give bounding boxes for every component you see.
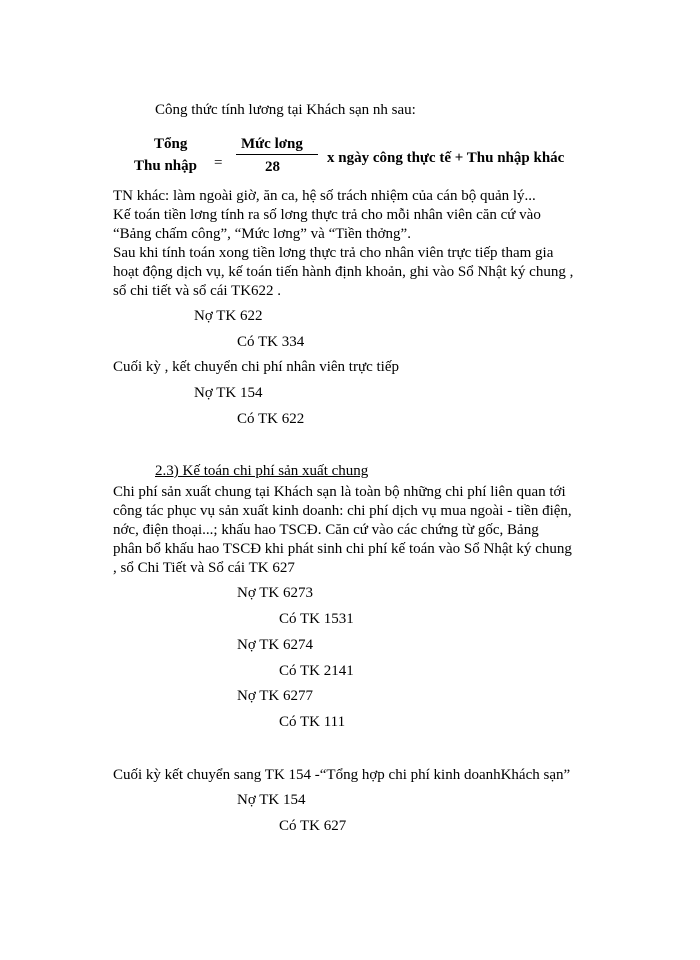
entry-debit: Nợ TK 6273 [237, 585, 313, 601]
paragraph-line: hoạt động dịch vụ, kế toán tiến hành định khoản, ghi vào Sổ Nhật ký chung , [113, 264, 574, 280]
entry-credit: Có TK 111 [279, 714, 346, 730]
closing-line-2: Cuối kỳ kết chuyển sang TK 154 -“Tổng hợp chi phí kinh doanhKhách sạn” [113, 767, 571, 783]
paragraph-line: sổ chi tiết và sổ cái TK622 . [113, 283, 282, 299]
entry-credit: Có TK 2141 [279, 663, 354, 679]
section-heading: 2.3) Kế toán chi phí sản xuất chung [155, 463, 369, 479]
intro-line: Công thức tính lương tại Khách sạn nh sau: [155, 102, 416, 118]
paragraph-line: Chi phí sản xuất chung tại Khách sạn là toàn bộ những chi phí liên quan tới [113, 484, 566, 500]
paragraph-line: , sổ Chi Tiết và Sổ cái TK 627 [113, 560, 295, 576]
fraction-bar [236, 154, 318, 155]
formula-denominator: 28 [265, 159, 280, 175]
paragraph-line: nớc, điện thoại...; khấu hao TSCĐ. Căn cứ vào các chứng từ gốc, Bảng [113, 522, 539, 538]
entry4-debit: Nợ TK 154 [237, 792, 306, 808]
entry1-credit: Có TK 334 [237, 334, 305, 350]
formula-numerator: Mức lơng [241, 136, 303, 152]
entry1-debit: Nợ TK 622 [194, 308, 263, 324]
formula-lhs-top: Tổng [154, 136, 188, 152]
paragraph-line: “Bảng chấm công”, “Mức lơng” và “Tiền thởng”. [113, 226, 411, 242]
paragraph-line: phân bổ khấu hao TSCĐ khi phát sinh chi phí kế toán vào Sổ Nhật ký chung [113, 541, 572, 557]
entry2-debit: Nợ TK 154 [194, 385, 263, 401]
entry-debit: Nợ TK 6277 [237, 688, 313, 704]
paragraph-line: TN khác: làm ngoài giờ, ăn ca, hệ số trách nhiệm của cán bộ quản lý... [113, 188, 536, 204]
entry-credit: Có TK 1531 [279, 611, 354, 627]
paragraph-line: Sau khi tính toán xong tiền lơng thực trả cho nhân viên trực tiếp tham gia [113, 245, 554, 261]
formula-equals: = [214, 155, 223, 171]
formula-rest: x ngày công thực tế + Thu nhập khác [327, 150, 565, 166]
entry2-credit: Có TK 622 [237, 411, 305, 427]
paragraph-line: Kế toán tiền lơng tính ra số lơng thực trả cho mỗi nhân viên căn cứ vào [113, 207, 541, 223]
closing-line-1: Cuối kỳ , kết chuyển chi phí nhân viên trực tiếp [113, 359, 399, 375]
entry4-credit: Có TK 627 [279, 818, 347, 834]
formula-lhs-bottom: Thu nhập [134, 158, 197, 174]
entry-debit: Nợ TK 6274 [237, 637, 313, 653]
paragraph-line: công tác phục vụ sản xuất kinh doanh: chi phí dịch vụ mua ngoài - tiền điện, [113, 503, 572, 519]
